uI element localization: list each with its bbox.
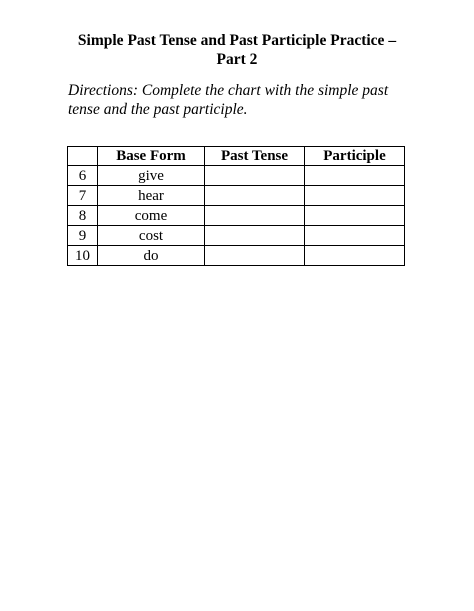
row-number: 10 [68,246,98,266]
worksheet-title [40,31,434,69]
participle-cell[interactable] [305,226,405,246]
header-number [68,147,98,166]
header-past-tense: Past Tense [205,147,305,166]
title-line-2: Part 2 [216,51,258,68]
table-row [68,246,405,266]
participle-cell[interactable] [305,166,405,186]
base-form-cell: do [98,246,205,266]
table-row [68,226,405,246]
table-row [68,206,405,226]
header-participle: Participle [305,147,405,166]
row-number: 8 [68,206,98,226]
participle-cell[interactable] [305,246,405,266]
base-form-cell: hear [98,186,205,206]
row-number: 6 [68,166,98,186]
header-base-form: Base Form [98,147,205,166]
participle-cell[interactable] [305,206,405,226]
base-form-cell: give [98,166,205,186]
past-tense-cell[interactable] [205,206,305,226]
table-row [68,186,405,206]
past-tense-cell[interactable] [205,246,305,266]
past-tense-cell[interactable] [205,226,305,246]
base-form-cell: cost [98,226,205,246]
title-line-1: Simple Past Tense and Past Participle Practice – [77,32,397,49]
directions-text: Directions: Complete the chart with the simple past tense and the past participle. [68,82,389,118]
row-number: 9 [68,226,98,246]
past-tense-cell[interactable] [205,166,305,186]
verb-chart [67,146,405,266]
row-number: 7 [68,186,98,206]
table-row [68,166,405,186]
header-row [68,147,405,166]
participle-cell[interactable] [305,186,405,206]
past-tense-cell[interactable] [205,186,305,206]
base-form-cell: come [98,206,205,226]
